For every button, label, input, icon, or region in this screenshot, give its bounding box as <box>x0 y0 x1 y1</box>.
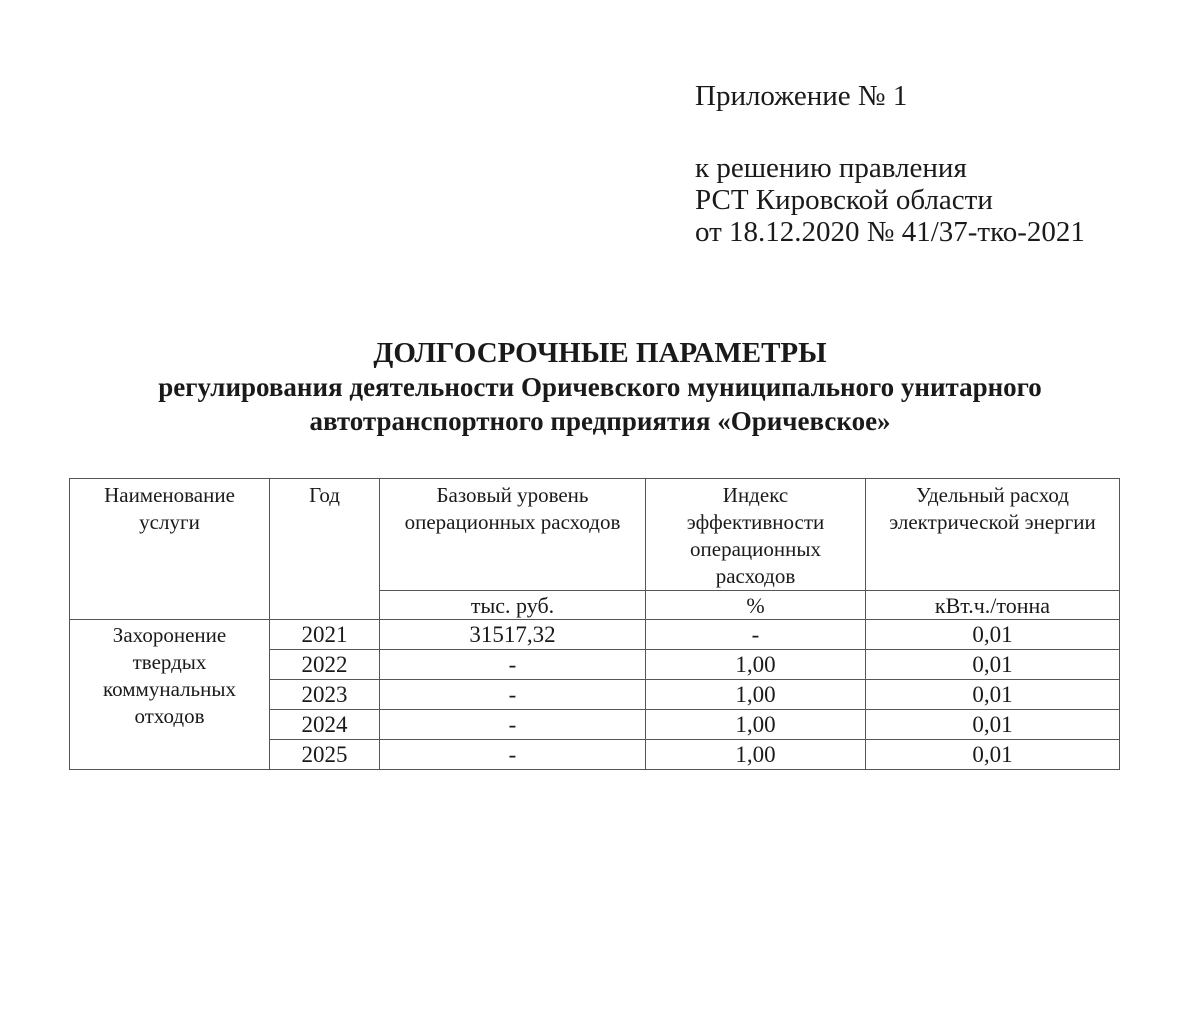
specific-consumption-cell: 0,01 <box>866 620 1120 650</box>
parameters-table <box>69 478 1120 770</box>
unit-base-level: тыс. руб. <box>380 591 646 620</box>
base-level-cell: 31517,32 <box>380 620 646 650</box>
year-cell: 2023 <box>270 680 380 710</box>
decision-line-3: от 18.12.2020 № 41/37-тко-2021 <box>695 216 1085 248</box>
column-header-year: Год <box>270 479 380 620</box>
year-cell: 2025 <box>270 740 380 770</box>
efficiency-index-cell: - <box>646 620 866 650</box>
appendix-number: Приложение № 1 <box>695 80 908 112</box>
service-name-cell: Захоронение твердых коммунальных отходов <box>70 620 270 770</box>
table-row <box>70 620 1120 650</box>
column-header-specific-consumption: Удельный расход электрической энергии <box>866 479 1120 591</box>
year-cell: 2021 <box>270 620 380 650</box>
efficiency-index-cell: 1,00 <box>646 680 866 710</box>
decision-line-2: РСТ Кировской области <box>695 184 993 216</box>
header-row <box>70 479 1120 591</box>
specific-consumption-cell: 0,01 <box>866 710 1120 740</box>
efficiency-index-cell: 1,00 <box>646 710 866 740</box>
title-sub-line-1: регулирования деятельности Оричевского муниципального унитарного <box>158 372 1042 402</box>
base-level-cell: - <box>380 680 646 710</box>
specific-consumption-cell: 0,01 <box>866 740 1120 770</box>
column-header-service: Наименование услуги <box>70 479 270 620</box>
decision-line-1: к решению правления <box>695 152 967 184</box>
unit-efficiency-index: % <box>646 591 866 620</box>
efficiency-index-cell: 1,00 <box>646 650 866 680</box>
column-header-base-level: Базовый уровень операционных расходов <box>380 479 646 591</box>
appendix-gap <box>695 112 1175 152</box>
unit-specific-consumption: кВт.ч./тонна <box>866 591 1120 620</box>
title-sub-line-2: автотранспортного предприятия «Оричевское» <box>309 406 891 436</box>
specific-consumption-cell: 0,01 <box>866 650 1120 680</box>
base-level-cell: - <box>380 740 646 770</box>
efficiency-index-cell: 1,00 <box>646 740 866 770</box>
base-level-cell: - <box>380 710 646 740</box>
title-main: ДОЛГОСРОЧНЫЕ ПАРАМЕТРЫ <box>373 337 827 369</box>
column-header-efficiency-index: Индекс эффективности операционных расходов <box>646 479 866 591</box>
year-cell: 2024 <box>270 710 380 740</box>
document-title <box>40 336 1160 438</box>
specific-consumption-cell: 0,01 <box>866 680 1120 710</box>
appendix-block <box>695 80 1175 248</box>
year-cell: 2022 <box>270 650 380 680</box>
base-level-cell: - <box>380 650 646 680</box>
